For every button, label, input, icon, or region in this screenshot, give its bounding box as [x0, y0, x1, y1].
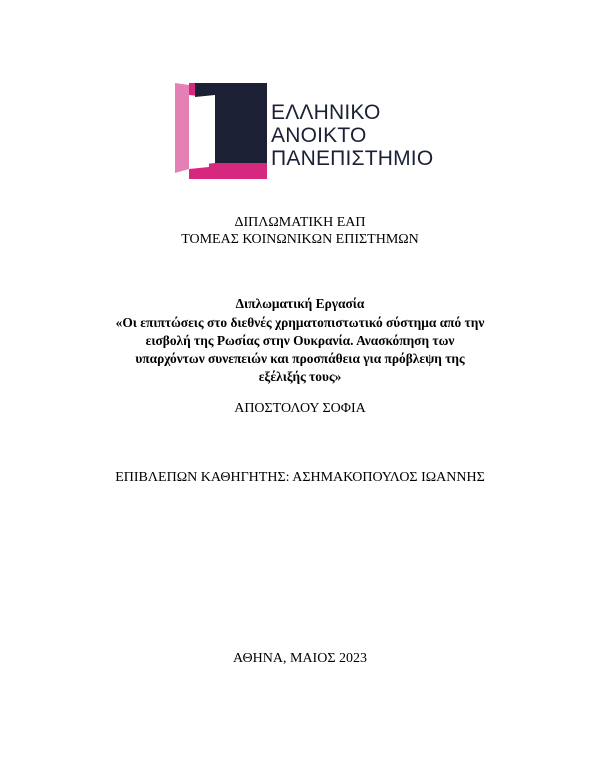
thesis-title [0, 314, 600, 386]
thesis-title-line: εξέλιξής τους» [258, 369, 342, 384]
logo-line-1: ΕΛΛΗΝΙΚΟ [271, 101, 381, 124]
place-date: ΑΘΗΝΑ, ΜΑΙΟΣ 2023 [233, 651, 367, 666]
program-name: ΔΙΠΛΩΜΑΤΙΚΗ ΕΑΠ [234, 215, 366, 230]
thesis-title-line: υπαρχόντων συνεπειών και προσπάθεια για πρόβλεψη της [135, 351, 465, 366]
thesis-label: Διπλωματική Εργασία [235, 296, 365, 311]
logo-mark-icon [175, 83, 267, 179]
thesis-title-line: εισβολή της Ρωσίας στην Ουκρανία. Ανασκόπηση των [145, 333, 455, 348]
department-name: ΤΟΜΕΑΣ ΚΟΙΝΩΝΙΚΩΝ ΕΠΙΣΤΗΜΩΝ [181, 232, 419, 247]
university-logo [175, 83, 435, 179]
supervisor-line: ΕΠΙΒΛΕΠΩΝ ΚΑΘΗΓΗΤΗΣ: ΑΣΗΜΑΚΟΠΟΥΛΟΣ ΙΩΑΝΝΗΣ [115, 470, 485, 485]
logo-line-3: ΠΑΝΕΠΙΣΤΗΜΙΟ [271, 147, 434, 170]
thesis-title-line: «Οι επιπτώσεις στο διεθνές χρηματοπιστωτικό σύστημα από την [115, 315, 485, 330]
author-name: ΑΠΟΣΤΟΛΟΥ ΣΟΦΙΑ [234, 401, 366, 416]
logo-wordmark [271, 101, 433, 170]
logo-line-2: ΑΝΟΙΚΤΟ [271, 124, 367, 147]
